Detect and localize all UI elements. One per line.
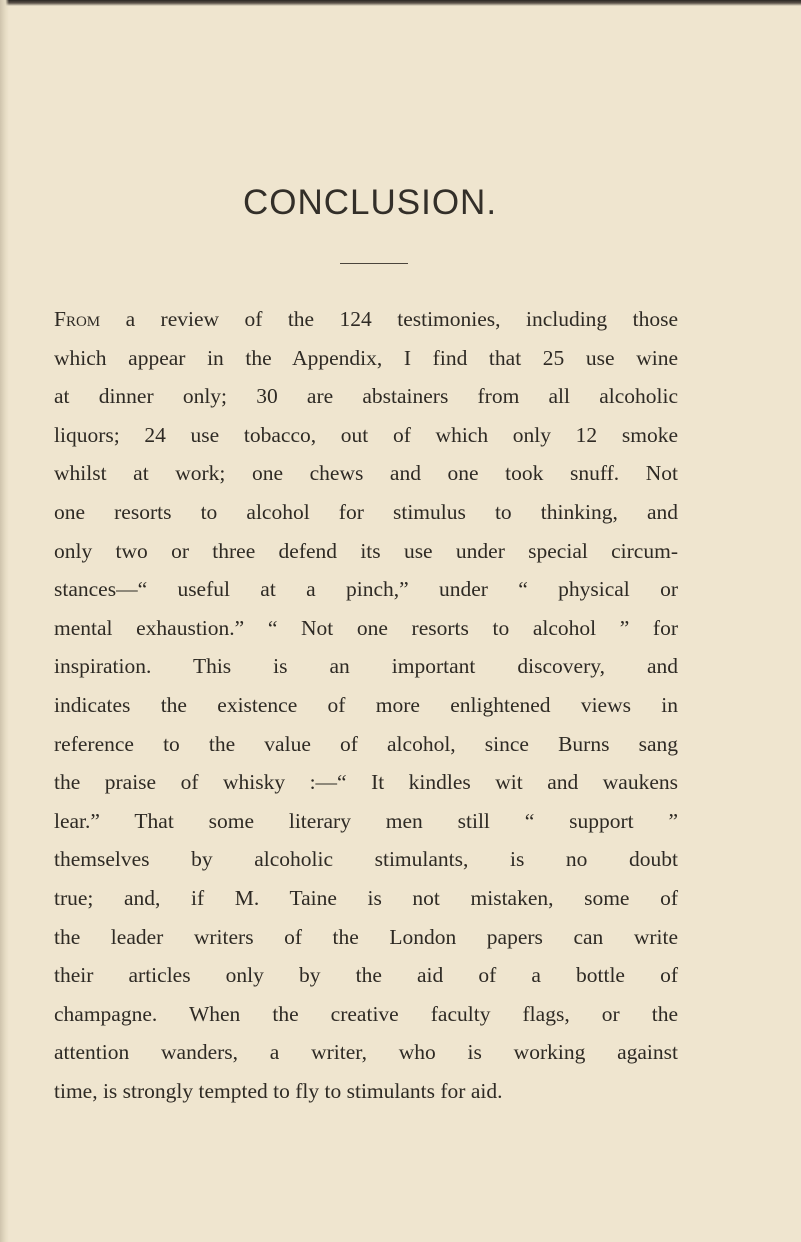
text-line: attention wanders, a writer, who is working against [54, 1040, 678, 1065]
text-line: stances—“ useful at a pinch,” under “ physical or [54, 577, 678, 602]
text-line: whilst at work; one chews and one took snuff. Not [54, 461, 678, 486]
opening-word: From [54, 307, 101, 331]
text-line: From a review of the 124 testimonies, including those [54, 307, 678, 331]
text-line: inspiration. This is an important discovery, and [54, 654, 678, 679]
text-line: true; and, if M. Taine is not mistaken, some of [54, 885, 678, 910]
text-line: one resorts to alcohol for stimulus to thinking, and [54, 499, 678, 524]
body-paragraph [54, 300, 678, 1110]
text-line: which appear in the Appendix, I find that 25 use wine [54, 345, 678, 370]
text-line: time, is strongly tempted to fly to stimulants for aid. [54, 1078, 503, 1103]
title-divider-rule [340, 263, 408, 264]
page-top-edge-shadow [0, 0, 801, 6]
chapter-title: CONCLUSION. [242, 183, 498, 222]
text-line: indicates the existence of more enlightened views in [54, 692, 678, 717]
text-line: their articles only by the aid of a bottle of [54, 963, 678, 988]
text-line: champagne. When the creative faculty flags, or the [54, 1001, 678, 1026]
text-line: the praise of whisky :—“ It kindles wit and waukens [54, 770, 678, 795]
text-line: lear.” That some literary men still “ support ” [54, 808, 678, 833]
text-line: mental exhaustion.” “ Not one resorts to alcohol ” for [54, 615, 678, 640]
text-line: the leader writers of the London papers can write [54, 924, 678, 949]
text-line: at dinner only; 30 are abstainers from all alcoholic [54, 384, 678, 409]
text-line: liquors; 24 use tobacco, out of which only 12 smoke [54, 422, 678, 447]
text-line: only two or three defend its use under special circum- [54, 538, 678, 563]
text-line: reference to the value of alcohol, since Burns sang [54, 731, 678, 756]
text-line: themselves by alcoholic stimulants, is no doubt [54, 847, 678, 872]
